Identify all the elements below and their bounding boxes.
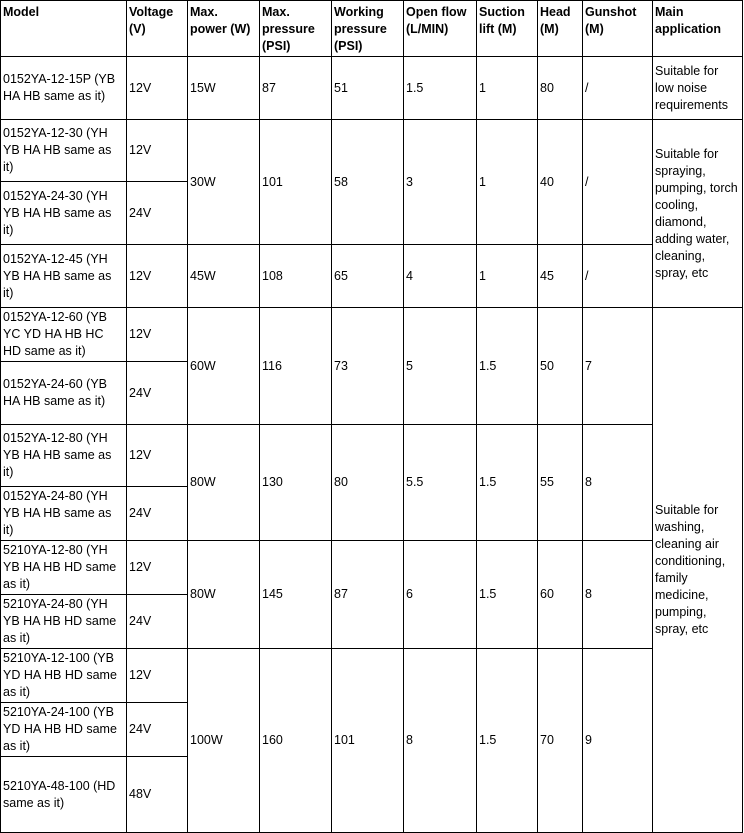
voltage-cell: 24V [127,182,188,245]
model-cell: 0152YA-24-30 (YH YB HA HB same as it) [1,182,127,245]
head-cell: 50 [538,308,583,425]
working-pressure-cell: 58 [332,120,404,245]
gunshot-cell: 8 [583,541,653,649]
table-row [1,120,743,182]
suction-lift-cell: 1.5 [477,308,538,425]
suction-lift-cell: 1 [477,120,538,245]
gunshot-cell: 7 [583,308,653,425]
model-cell: 0152YA-12-30 (YH YB HA HB same as it) [1,120,127,182]
header-max-power: Max. power (W) [188,1,260,57]
table-row [1,245,743,308]
gunshot-cell: / [583,120,653,245]
power-cell: 100W [188,649,260,833]
header-model: Model [1,1,127,57]
voltage-cell: 12V [127,245,188,308]
open-flow-cell: 1.5 [404,57,477,120]
head-cell: 60 [538,541,583,649]
gunshot-cell: / [583,245,653,308]
table-row [1,57,743,120]
voltage-cell: 24V [127,362,188,425]
power-cell: 15W [188,57,260,120]
open-flow-cell: 5 [404,308,477,425]
application-cell: Suitable for washing, cleaning air conditioning, family medicine, pumping, spray, etc [653,308,743,833]
gunshot-cell: 8 [583,425,653,541]
max-pressure-cell: 101 [260,120,332,245]
gunshot-cell: / [583,57,653,120]
voltage-cell: 12V [127,120,188,182]
header-voltage: Voltage (V) [127,1,188,57]
voltage-cell: 48V [127,757,188,833]
application-cell: Suitable for low noise requirements [653,57,743,120]
header-row [1,1,743,57]
working-pressure-cell: 87 [332,541,404,649]
head-cell: 70 [538,649,583,833]
open-flow-cell: 3 [404,120,477,245]
model-cell: 5210YA-24-80 (YH YB HA HB HD same as it) [1,595,127,649]
max-pressure-cell: 116 [260,308,332,425]
working-pressure-cell: 65 [332,245,404,308]
max-pressure-cell: 145 [260,541,332,649]
model-cell: 5210YA-24-100 (YB YD HA HB HD same as it) [1,703,127,757]
model-cell: 0152YA-12-45 (YH YB HA HB same as it) [1,245,127,308]
working-pressure-cell: 73 [332,308,404,425]
power-cell: 80W [188,541,260,649]
header-head: Head (M) [538,1,583,57]
header-suction-lift: Suction lift (M) [477,1,538,57]
voltage-cell: 12V [127,308,188,362]
model-cell: 0152YA-24-60 (YB HA HB same as it) [1,362,127,425]
head-cell: 80 [538,57,583,120]
suction-lift-cell: 1.5 [477,541,538,649]
gunshot-cell: 9 [583,649,653,833]
model-cell: 0152YA-24-80 (YH YB HA HB same as it) [1,487,127,541]
table-row [1,425,743,487]
voltage-cell: 24V [127,487,188,541]
working-pressure-cell: 51 [332,57,404,120]
table-row [1,308,743,362]
voltage-cell: 12V [127,649,188,703]
max-pressure-cell: 160 [260,649,332,833]
max-pressure-cell: 87 [260,57,332,120]
model-cell: 5210YA-12-80 (YH YB HA HB HD same as it) [1,541,127,595]
header-working-pressure: Working pressure (PSI) [332,1,404,57]
power-cell: 45W [188,245,260,308]
application-cell: Suitable for spraying, pumping, torch cooling, diamond, adding water, cleaning, spray, etc [653,120,743,308]
table-row [1,541,743,595]
model-cell: 5210YA-12-100 (YB YD HA HB HD same as it) [1,649,127,703]
head-cell: 45 [538,245,583,308]
suction-lift-cell: 1.5 [477,649,538,833]
working-pressure-cell: 80 [332,425,404,541]
power-cell: 80W [188,425,260,541]
open-flow-cell: 8 [404,649,477,833]
head-cell: 55 [538,425,583,541]
power-cell: 30W [188,120,260,245]
suction-lift-cell: 1 [477,57,538,120]
power-cell: 60W [188,308,260,425]
open-flow-cell: 4 [404,245,477,308]
model-cell: 5210YA-48-100 (HD same as it) [1,757,127,833]
max-pressure-cell: 108 [260,245,332,308]
model-cell: 0152YA-12-80 (YH YB HA HB same as it) [1,425,127,487]
open-flow-cell: 5.5 [404,425,477,541]
header-max-pressure: Max. pressure (PSI) [260,1,332,57]
model-cell: 0152YA-12-15P (YB HA HB same as it) [1,57,127,120]
voltage-cell: 12V [127,425,188,487]
max-pressure-cell: 130 [260,425,332,541]
voltage-cell: 12V [127,57,188,120]
model-cell: 0152YA-12-60 (YB YC YD HA HB HC HD same as it) [1,308,127,362]
working-pressure-cell: 101 [332,649,404,833]
table-row [1,649,743,703]
voltage-cell: 24V [127,595,188,649]
header-main-application: Main application [653,1,743,57]
header-open-flow: Open flow (L/MIN) [404,1,477,57]
suction-lift-cell: 1 [477,245,538,308]
head-cell: 40 [538,120,583,245]
voltage-cell: 12V [127,541,188,595]
suction-lift-cell: 1.5 [477,425,538,541]
open-flow-cell: 6 [404,541,477,649]
header-gunshot: Gunshot (M) [583,1,653,57]
voltage-cell: 24V [127,703,188,757]
